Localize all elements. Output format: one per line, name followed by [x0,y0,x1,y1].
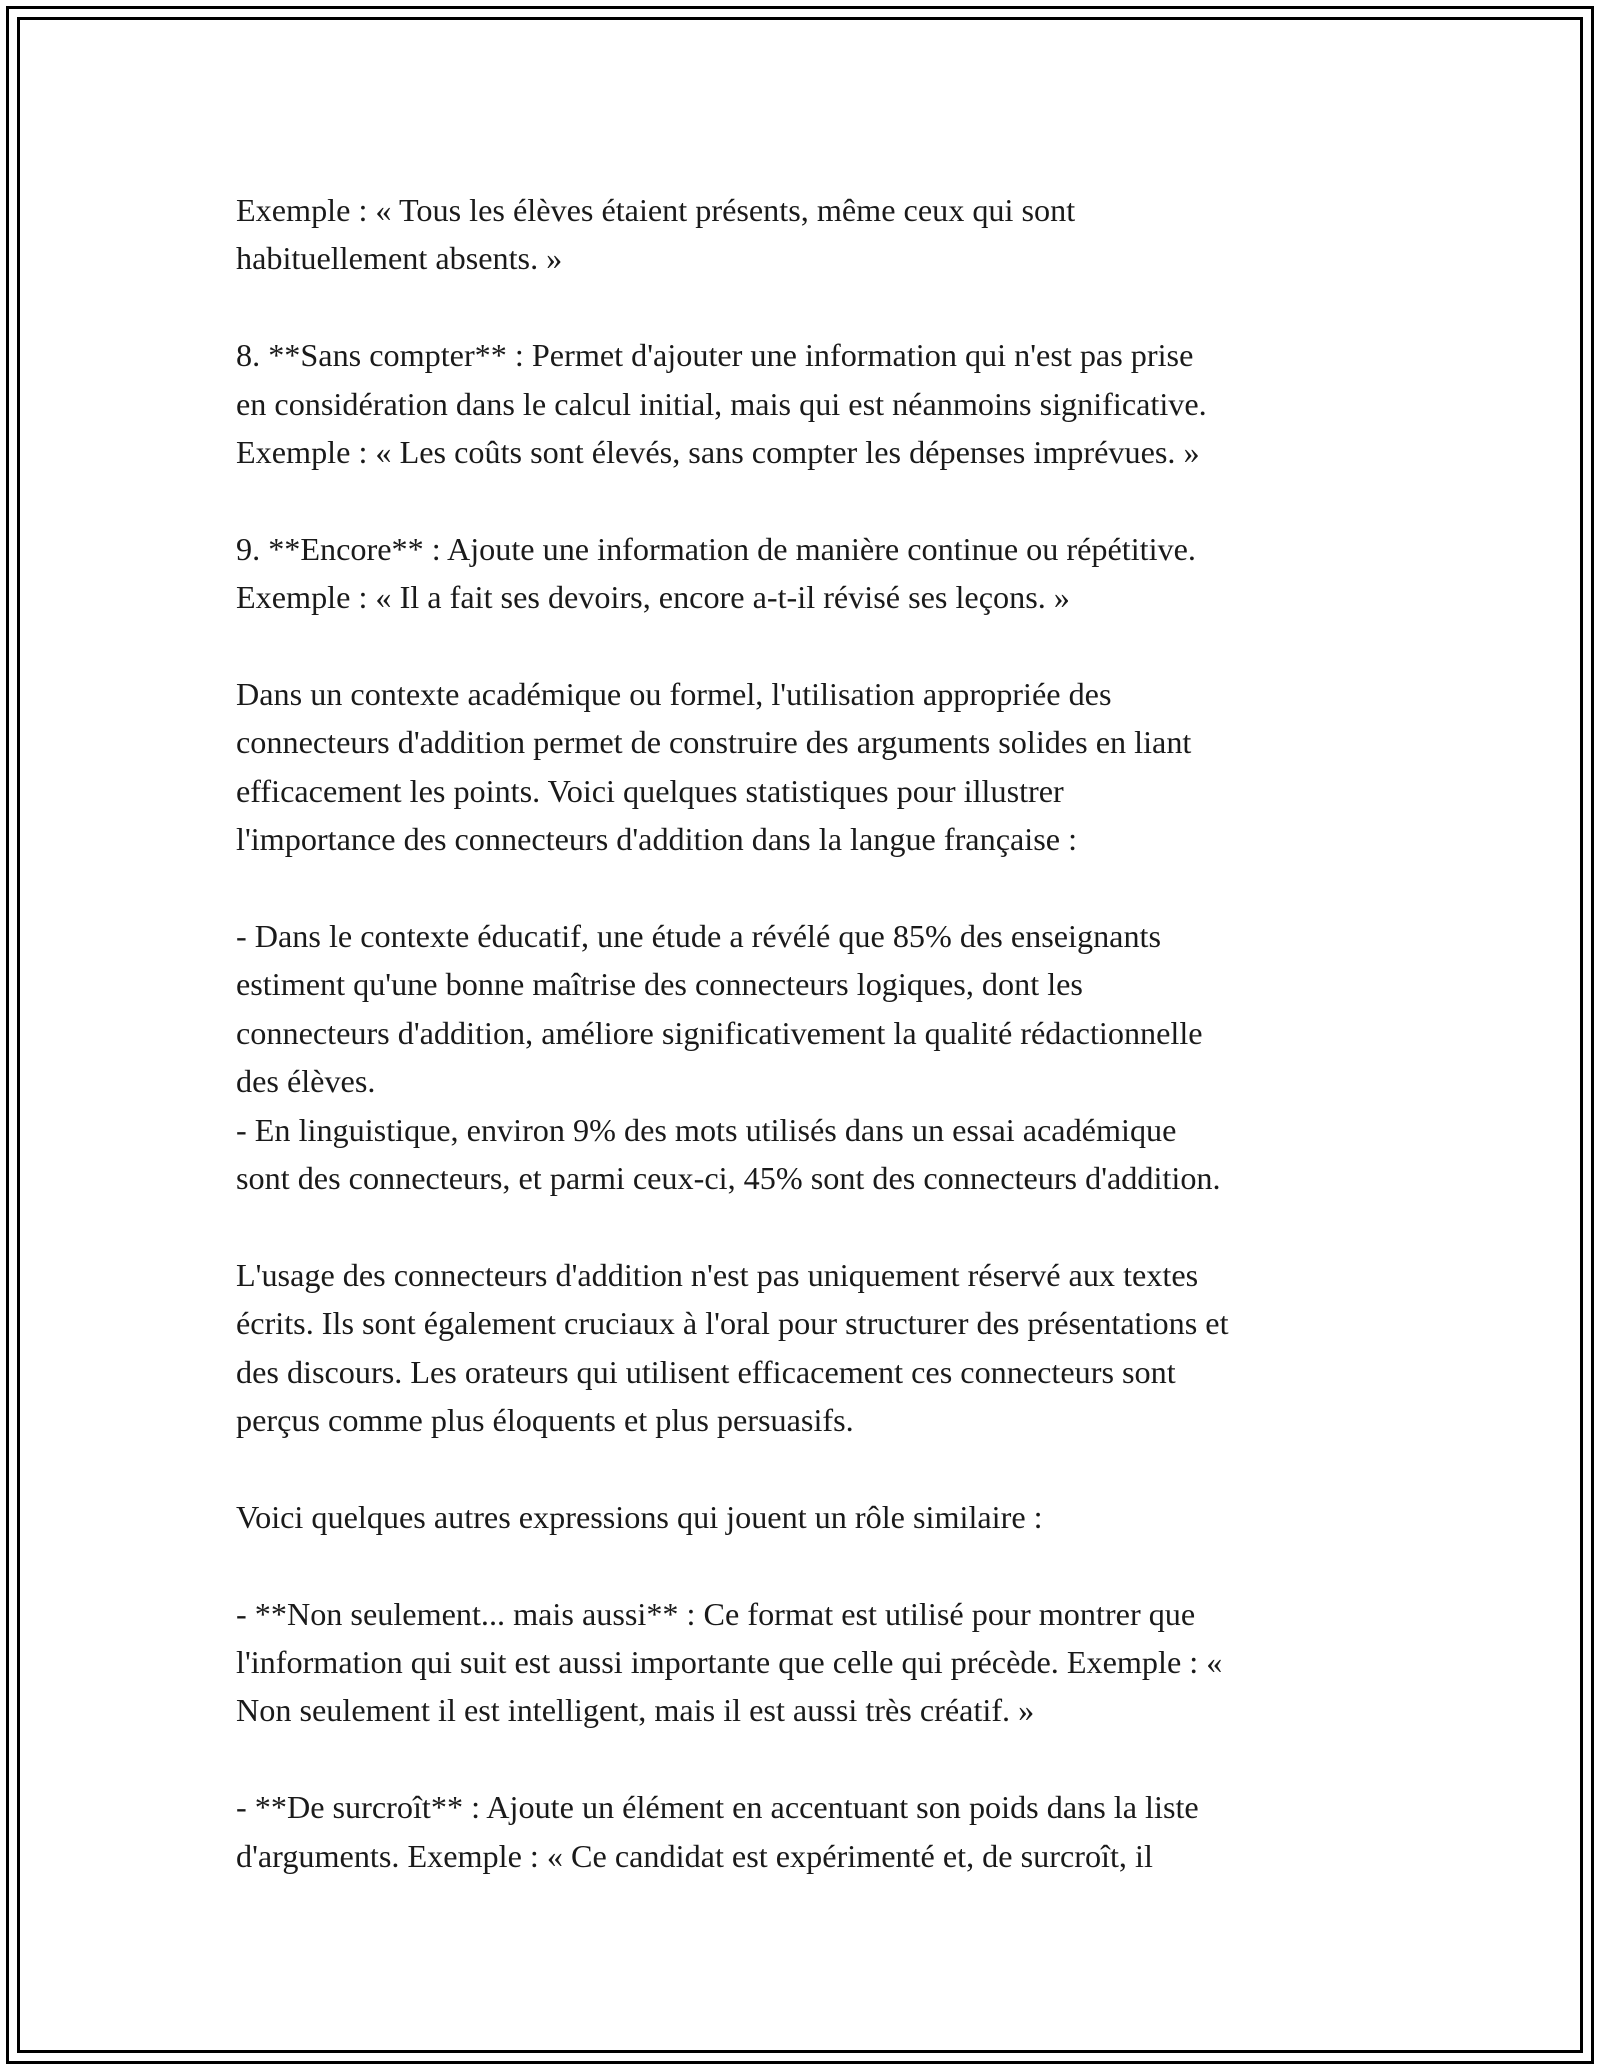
text-line: Exemple : « Les coûts sont élevés, sans compter les dépenses imprévues. » [236,434,1200,471]
text-line: - En linguistique, environ 9% des mots utilisés dans un essai académique [236,1111,1177,1148]
text-line: l'importance des connecteurs d'addition dans la langue française : [236,821,1078,858]
text-line: - **Non seulement... mais aussi** : Ce format est utilisé pour montrer que [236,1595,1196,1632]
text-line: Voici quelques autres expressions qui jouent un rôle similaire : [236,1498,1043,1535]
text-line: estiment qu'une bonne maîtrise des connecteurs logiques, dont les [236,966,1083,1003]
text-line: 8. **Sans compter** : Permet d'ajouter une information qui n'est pas prise [236,337,1194,374]
text-line: en considération dans le calcul initial, mais qui est néanmoins significative. [236,385,1207,422]
paragraph-contexte-academique [236,670,1386,864]
text-line: Exemple : « Il a fait ses devoirs, encore a-t-il révisé ses leçons. » [236,579,1070,616]
paragraph-autres-expressions [236,1493,1386,1541]
text-line: - Dans le contexte éducatif, une étude a révélé que 85% des enseignants [236,918,1162,955]
text-line: habituellement absents. » [236,240,563,277]
text-line: Dans un contexte académique ou formel, l'utilisation appropriée des [236,676,1112,713]
paragraph-statistiques [236,912,1386,1202]
text-line: sont des connecteurs, et parmi ceux-ci, 45% sont des connecteurs d'addition. [236,1160,1221,1197]
text-line: L'usage des connecteurs d'addition n'est pas uniquement réservé aux textes [236,1256,1199,1293]
paragraph-non-seulement [236,1590,1386,1735]
text-line: Non seulement il est intelligent, mais il est aussi très créatif. » [236,1692,1035,1729]
paragraph-usage-oral [236,1251,1386,1445]
document-body [236,186,1386,1880]
text-line: - **De surcroît** : Ajoute un élément en accentuant son poids dans la liste [236,1789,1199,1826]
paragraph-encore [236,525,1386,622]
text-line: connecteurs d'addition, améliore significativement la qualité rédactionnelle [236,1014,1203,1051]
text-line: des élèves. [236,1063,376,1100]
paragraph-de-surcroit [236,1783,1386,1880]
text-line: des discours. Les orateurs qui utilisent efficacement ces connecteurs sont [236,1353,1176,1390]
text-line: écrits. Ils sont également cruciaux à l'oral pour structurer des présentations et [236,1305,1229,1342]
text-line: efficacement les points. Voici quelques statistiques pour illustrer [236,772,1064,809]
paragraph-example-presents [236,186,1386,283]
text-line: d'arguments. Exemple : « Ce candidat est expérimenté et, de surcroît, il [236,1837,1153,1874]
text-line: Exemple : « Tous les élèves étaient présents, même ceux qui sont [236,192,1076,228]
text-line: perçus comme plus éloquents et plus persuasifs. [236,1402,854,1439]
paragraph-sans-compter [236,331,1386,476]
text-line: 9. **Encore** : Ajoute une information de manière continue ou répétitive. [236,530,1196,567]
text-line: l'information qui suit est aussi importante que celle qui précède. Exemple : « [236,1644,1223,1681]
text-line: connecteurs d'addition permet de construire des arguments solides en liant [236,724,1192,761]
